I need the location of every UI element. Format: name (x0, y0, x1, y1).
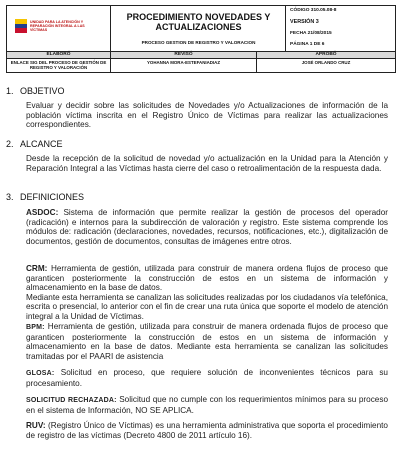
definition-ruv (26, 421, 388, 440)
alcance-text: Desde la recepción de la solicitud de novedad y/o actualización en la Unidad para la Atención y Reparación Integral a las Víctimas hasta cierre del caso o retroalimentación de la respuesta dada. (26, 154, 388, 173)
institution-logo (15, 19, 100, 33)
logo-text: UNIDAD PARA LA ATENCIÓN Y REPARACIÓN INTEGRAL A LAS VÍCTIMAS (30, 19, 85, 33)
definition-term: CRM: (26, 264, 48, 273)
definition-crm (26, 264, 388, 322)
definition-term: SOLICITUD RECHAZADA: (26, 397, 117, 404)
title-cell (111, 6, 286, 51)
definition-text-continued: Mediante esta herramienta se canalizan las solicitudes realizadas por los ciudadanos vía telefónica, escrita o presencial, lo anterior con el fin de crear una ruta única que soporte el modelo de atención integral a la Unidad de Víctimas. (26, 292, 388, 321)
definition-asdoc (26, 208, 388, 246)
document-title: PROCEDIMIENTO NOVEDADES Y ACTUALIZACIONES (126, 12, 271, 32)
definition-text: Herramienta de gestión, utilizada para construir de manera ordena flujos de proceso que garanticen posteriormente la construcción de estos en un sistema de información y almacenamiento en la base de datos. (26, 264, 388, 293)
elaboro-label: ELABORÓ (7, 52, 110, 59)
definition-term: ASDOC: (26, 208, 59, 217)
document-header-table (6, 5, 396, 52)
document-code: CÓDIGO 310.05.08-8 (290, 8, 337, 13)
document-date: FECHA 21/08/2015 (290, 31, 332, 36)
section-title: DEFINICIONES (20, 192, 85, 202)
aprobo-label: APROBÓ (257, 52, 395, 59)
definition-solicitud-rechazada (26, 395, 388, 415)
approvals-table (6, 52, 396, 73)
page-number: PÁGINA 1 DE 6 (290, 42, 325, 47)
objetivo-text: Evaluar y decidir sobre las solicitudes de Novedades y/o Actualizaciones de información de la población víctima inscrita en el Registro Único de Víctimas para realizar las actualizaciones correspondientes. (26, 101, 388, 130)
reviso-value: YOHANNA MORA-ESTEFANIADIAZ (146, 60, 220, 65)
aprobo-column (257, 52, 395, 72)
document-version: VERSIÓN 3 (290, 19, 319, 25)
definition-text: Sistema de información que permite realizar la gestión de procesos del operador (radicación) e internos para la subdirección de valoración y registro. Este sistema comprende los módulos de: radicación (declaraciones, novedades, recursos, notificaciones, etc.), digitalización de documentos, gestión de documentos, consultas de imágenes entre otros. (26, 208, 388, 246)
section-heading-objetivo (6, 86, 65, 96)
definition-term: RUV: (26, 421, 46, 430)
definition-text: (Registro Único de Víctimas) es una herramienta administrativa que soporta el procedimiento de registro de las víctimas (Decreto 4800 de 2011 artículo 16). (26, 421, 388, 440)
colombia-shield-icon (15, 19, 27, 33)
elaboro-column (7, 52, 111, 72)
definition-term: GLOSA: (26, 370, 55, 377)
definition-term: BPM: (26, 324, 45, 331)
definition-text: Solicitud en proceso, que requiere solución de inconvenientes técnicos para su procesamiento. (26, 368, 388, 388)
definition-glosa (26, 368, 388, 388)
section-number: 1. (6, 86, 14, 96)
process-name: PROCESO GESTION DE REGISTRO Y VALORACION (141, 40, 256, 45)
definition-text: Herramienta de gestión, utilizada para construir de manera ordenada flujos de proceso que garanticen posteriormente la construcción de estos en un sistema de información y almacenamiento en la base de datos. Mediante esta herramienta se canalizan las solicitudes tramitadas por el PAARI de asistencia (26, 322, 388, 361)
section-heading-definiciones (6, 192, 84, 202)
aprobo-value: JOSÉ ORLANDO CRUZ (301, 60, 351, 65)
definition-text: Solicitud que no cumple con los requerimientos mínimos para su proceso en el sistema de Información, NO SE APLICA. (26, 395, 388, 415)
reviso-column (111, 52, 257, 72)
section-heading-alcance (6, 139, 63, 149)
section-title: OBJETIVO (20, 86, 65, 96)
section-number: 3. (6, 192, 14, 202)
reviso-label: REVISÓ (111, 52, 256, 59)
section-number: 2. (6, 139, 14, 149)
definition-bpm (26, 322, 388, 361)
section-title: ALCANCE (20, 139, 63, 149)
logo-cell (7, 6, 111, 51)
metadata-cell (286, 6, 395, 51)
elaboro-value: ENLACE SIG DEL PROCESO DE GESTIÓN DE REGISTRO Y VALORACIÓN (10, 60, 107, 70)
